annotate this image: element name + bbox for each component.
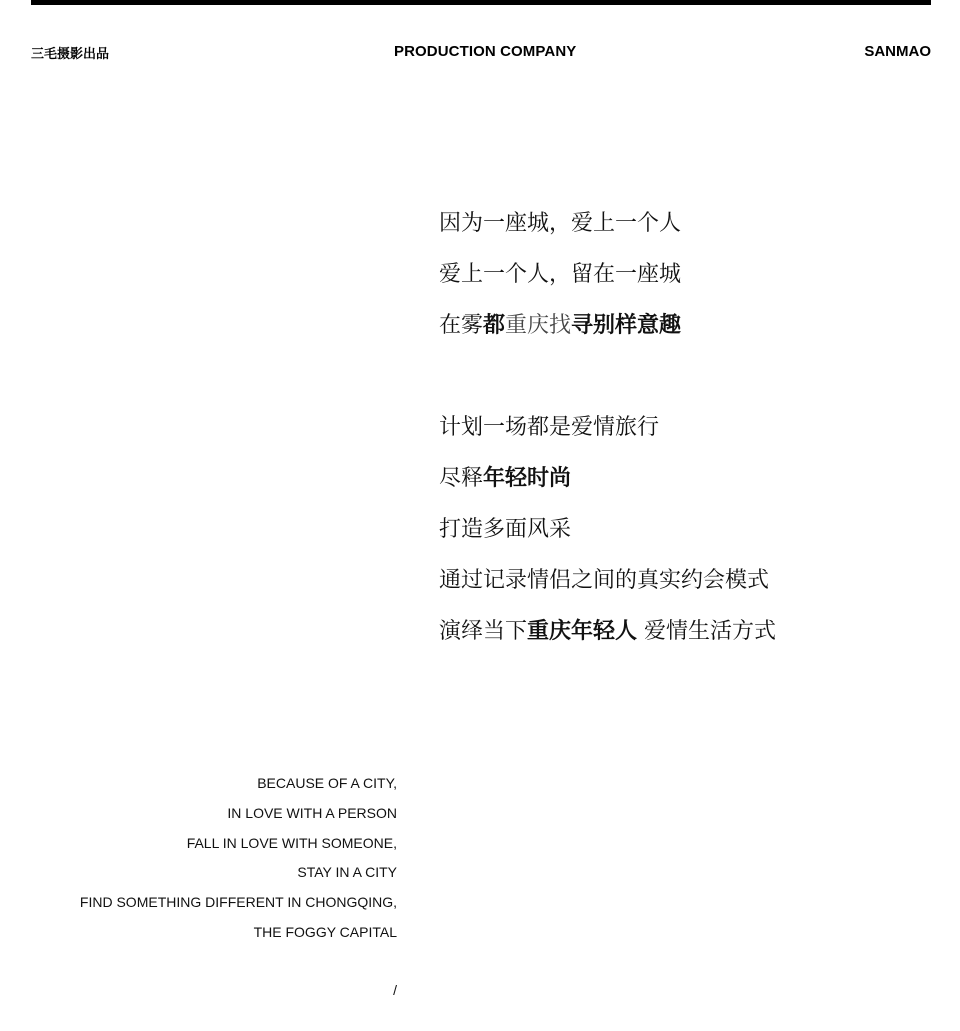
- poem-line-3-part-2: 都: [483, 313, 506, 338]
- poem-line-8: [439, 613, 939, 664]
- poem-line-5-part-1: 尽释: [439, 466, 484, 491]
- english-line: FALL IN LOVE WITH SOMEONE,: [186, 834, 397, 851]
- top-divider-bar: [31, 0, 931, 5]
- chinese-poem: [439, 205, 939, 664]
- separator-slash: /: [393, 982, 397, 998]
- english-line: BECAUSE OF A CITY,: [257, 775, 397, 791]
- poem-line-2: 爱上一个人，留在一座城: [439, 262, 682, 287]
- english-line: FIND SOMETHING DIFFERENT IN CHONGQING,: [79, 894, 397, 911]
- poem-line-7: 通过记录情侣之间的真实约会模式: [439, 568, 770, 593]
- poem-line-8-part-2: 重庆年轻人: [527, 619, 638, 644]
- poem-line-6: 打造多面风采: [439, 517, 572, 542]
- production-company-label: PRODUCTION COMPANY: [394, 43, 577, 60]
- english-translation: [0, 770, 397, 949]
- poem-line-4: 计划一场都是爱情旅行: [439, 415, 660, 440]
- poem-stanza-gap: [439, 358, 939, 409]
- poem-line-3: [439, 307, 939, 358]
- poem-line-3-part-4: 寻别样意趣: [571, 313, 682, 338]
- poem-line-3-part-3: 重庆找: [505, 313, 572, 338]
- poem-line-8-part-3: 爱情生活方式: [637, 619, 777, 644]
- brand-label: 三毛摄影出品: [31, 47, 110, 62]
- poem-line-3-part-1: 在雾: [439, 313, 484, 338]
- english-line: STAY IN A CITY: [297, 864, 397, 881]
- english-line: THE FOGGY CAPITAL: [253, 923, 397, 940]
- poem-line-8-part-1: 演绎当下: [439, 619, 528, 644]
- english-line: IN LOVE WITH A PERSON: [227, 804, 397, 821]
- poem-line-5-part-2: 年轻时尚: [483, 466, 572, 491]
- poem-line-5: [439, 460, 939, 511]
- sanmao-label: SANMAO: [864, 43, 931, 60]
- page-header: [31, 40, 931, 64]
- poem-line-1: 因为一座城，爱上一个人: [439, 211, 682, 236]
